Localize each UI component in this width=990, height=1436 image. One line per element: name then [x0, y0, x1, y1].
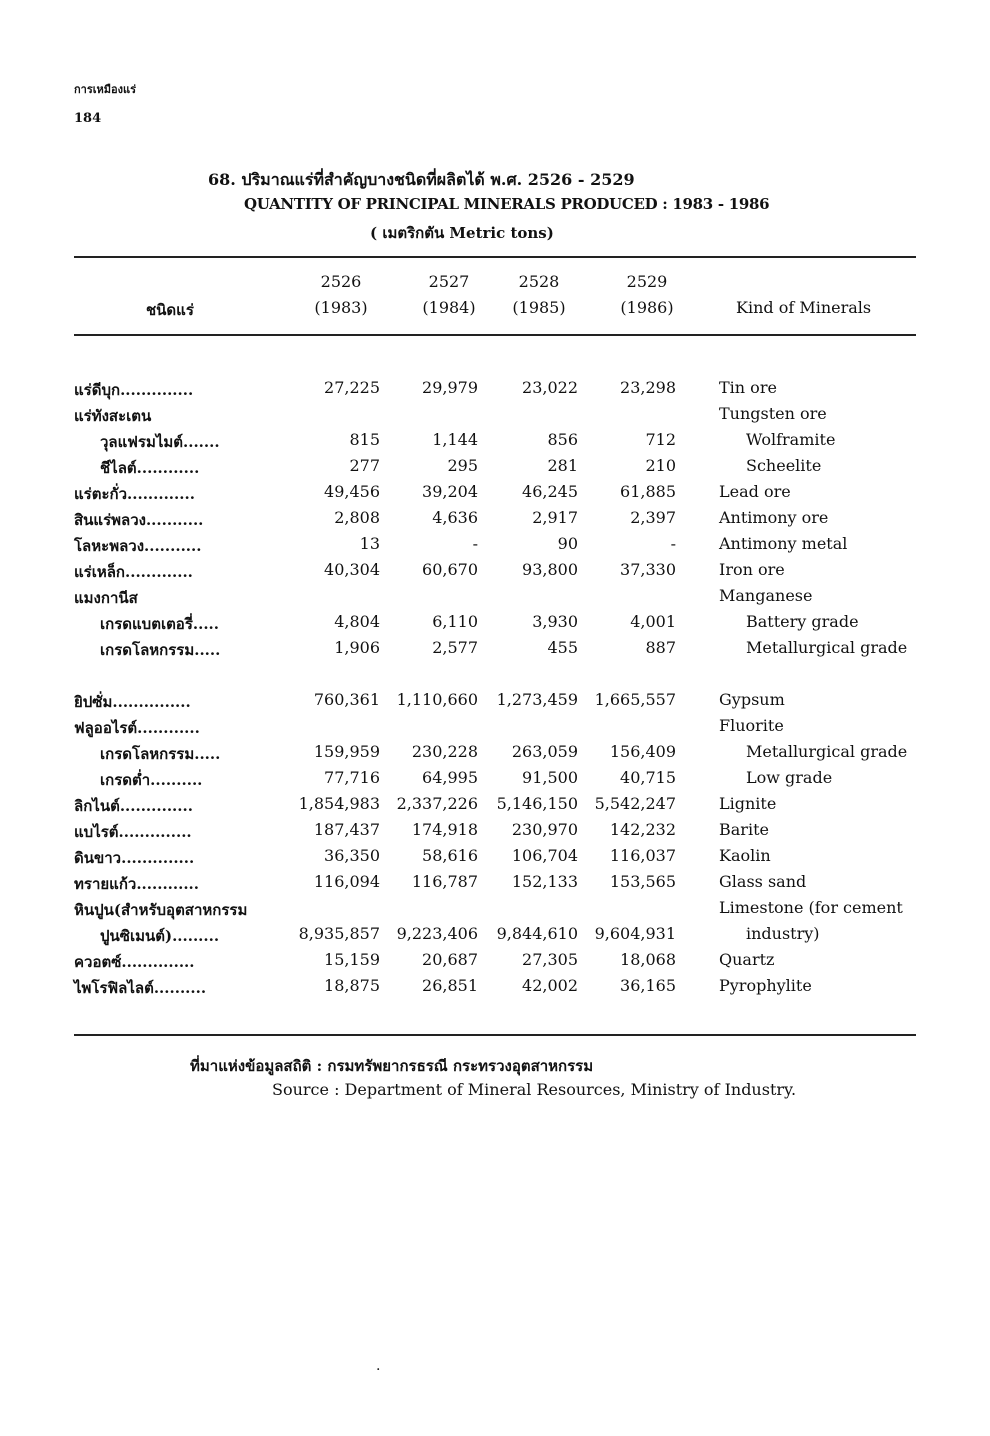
- cell-value-2: 1,110,660: [396, 690, 478, 709]
- table-row: [0, 690, 990, 716]
- row-label-english: Glass sand: [719, 872, 807, 891]
- cell-value-4: 153,565: [609, 872, 676, 891]
- cell-value-1: 277: [349, 456, 380, 475]
- cell-value-3: 1,273,459: [496, 690, 578, 709]
- table-row: [0, 508, 990, 534]
- header-year-be-4: 2529: [626, 272, 668, 291]
- table-row: [0, 612, 990, 638]
- row-label-english: Wolframite: [746, 430, 836, 449]
- cell-value-2: 60,670: [422, 560, 478, 579]
- cell-value-3: 5,146,150: [496, 794, 578, 813]
- table-row: [0, 560, 990, 586]
- cell-value-1: 49,456: [324, 482, 380, 501]
- cell-value-4: 61,885: [620, 482, 676, 501]
- cell-value-1: 8,935,857: [298, 924, 380, 943]
- cell-value-2: 39,204: [422, 482, 478, 501]
- cell-value-4: 887: [645, 638, 676, 657]
- cell-value-3: 2,917: [532, 508, 578, 527]
- cell-value-3: 263,059: [511, 742, 578, 761]
- row-label-thai: แร่ตะกั่ว.............: [74, 485, 195, 503]
- row-label-english: Tungsten ore: [719, 404, 827, 423]
- row-label-thai: แร่เหล็ก.............: [74, 563, 193, 581]
- cell-value-2: 29,979: [422, 378, 478, 397]
- table-row: [0, 950, 990, 976]
- cell-value-1: 2,808: [334, 508, 380, 527]
- header-year-be-1: 2526: [320, 272, 362, 291]
- cell-value-1: 1,906: [334, 638, 380, 657]
- cell-value-2: 9,223,406: [396, 924, 478, 943]
- cell-value-2: 58,616: [422, 846, 478, 865]
- table-row: [0, 794, 990, 820]
- row-label-thai: สินแร่พลวง...........: [74, 511, 204, 529]
- table-row: [0, 768, 990, 794]
- cell-value-4: 142,232: [609, 820, 676, 839]
- table-title-english: QUANTITY OF PRINCIPAL MINERALS PRODUCED : 1983 - 1986: [244, 195, 770, 213]
- cell-value-3: 856: [547, 430, 578, 449]
- cell-value-2: 1,144: [432, 430, 478, 449]
- row-label-english: Metallurgical grade: [746, 638, 908, 657]
- cell-value-2: 4,636: [432, 508, 478, 527]
- cell-value-1: 4,804: [334, 612, 380, 631]
- cell-value-4: 712: [645, 430, 676, 449]
- source-english: Source : Department of Mineral Resources, Ministry of Industry.: [272, 1080, 797, 1099]
- cell-value-3: 90: [557, 534, 578, 553]
- cell-value-3: 42,002: [522, 976, 578, 995]
- row-label-english: Pyrophylite: [719, 976, 812, 995]
- row-label-english: Gypsum: [719, 690, 785, 709]
- cell-value-2: 174,918: [411, 820, 478, 839]
- row-label-english: Scheelite: [746, 456, 822, 475]
- row-label-thai: ลิกไนต์..............: [74, 797, 193, 815]
- row-label-thai: ยิปซั่ม...............: [74, 693, 191, 711]
- row-label-english: Limestone (for cement: [719, 898, 903, 917]
- cell-value-1: 40,304: [324, 560, 380, 579]
- cell-value-1: 815: [349, 430, 380, 449]
- table-row: [0, 534, 990, 560]
- cell-value-4: 36,165: [620, 976, 676, 995]
- cell-value-1: 15,159: [324, 950, 380, 969]
- section-name: การเหมืองแร่: [74, 83, 136, 96]
- cell-value-2: 2,577: [432, 638, 478, 657]
- cell-value-1: 116,094: [313, 872, 380, 891]
- row-label-english: Barite: [719, 820, 769, 839]
- row-label-thai: ทรายแก้ว............: [74, 875, 199, 893]
- table-row: [0, 378, 990, 404]
- cell-value-4: -: [670, 534, 676, 553]
- table-row: [0, 586, 990, 612]
- row-label-english: Lead ore: [719, 482, 791, 501]
- cell-value-2: 26,851: [422, 976, 478, 995]
- row-label-english: industry): [746, 924, 820, 943]
- table-row: [0, 976, 990, 1002]
- row-label-english: Kaolin: [719, 846, 771, 865]
- cell-value-4: 2,397: [630, 508, 676, 527]
- cell-value-3: 106,704: [511, 846, 578, 865]
- cell-value-3: 46,245: [522, 482, 578, 501]
- table-row: [0, 742, 990, 768]
- table-row: [0, 846, 990, 872]
- row-label-english: Fluorite: [719, 716, 784, 735]
- cell-value-2: 64,995: [422, 768, 478, 787]
- row-label-english: Iron ore: [719, 560, 785, 579]
- cell-value-3: 3,930: [532, 612, 578, 631]
- footer-mark: .: [376, 1358, 381, 1374]
- row-label-thai: ดินขาว..............: [74, 849, 195, 867]
- cell-value-4: 1,665,557: [594, 690, 676, 709]
- cell-value-4: 9,604,931: [594, 924, 676, 943]
- table-row: [0, 638, 990, 664]
- row-label-thai: แมงกานีส: [74, 589, 138, 607]
- cell-value-1: 159,959: [313, 742, 380, 761]
- cell-value-4: 210: [645, 456, 676, 475]
- cell-value-4: 37,330: [620, 560, 676, 579]
- cell-value-1: 36,350: [324, 846, 380, 865]
- table-row: [0, 716, 990, 742]
- table-row: [0, 872, 990, 898]
- row-label-thai: ชีไลต์............: [100, 459, 200, 477]
- cell-value-4: 40,715: [620, 768, 676, 787]
- cell-value-4: 23,298: [620, 378, 676, 397]
- cell-value-2: 116,787: [411, 872, 478, 891]
- row-label-english: Lignite: [719, 794, 777, 813]
- cell-value-2: 2,337,226: [396, 794, 478, 813]
- row-label-thai: ปูนซิเมนต์).........: [100, 927, 220, 945]
- cell-value-1: 27,225: [324, 378, 380, 397]
- row-label-thai: แร่ดีบุก..............: [74, 381, 194, 399]
- cell-value-2: 20,687: [422, 950, 478, 969]
- header-kind-thai: ชนิดแร่: [146, 301, 194, 319]
- row-label-english: Quartz: [719, 950, 775, 969]
- header-year-be-3: 2528: [518, 272, 560, 291]
- row-label-thai: หินปูน(สำหรับอุตสาหกรรม: [74, 901, 248, 919]
- row-label-english: Antimony ore: [719, 508, 829, 527]
- row-label-thai: เกรดต่ำ..........: [100, 771, 203, 789]
- cell-value-1: 187,437: [313, 820, 380, 839]
- row-label-thai: วุลแฟรมไมต์.......: [100, 433, 220, 451]
- table-row: [0, 404, 990, 430]
- cell-value-3: 93,800: [522, 560, 578, 579]
- row-label-thai: แบไรต์..............: [74, 823, 192, 841]
- header-year-ce-4: (1986): [620, 298, 674, 317]
- cell-value-3: 455: [547, 638, 578, 657]
- cell-value-3: 152,133: [511, 872, 578, 891]
- cell-value-2: 230,228: [411, 742, 478, 761]
- cell-value-3: 27,305: [522, 950, 578, 969]
- row-label-english: Tin ore: [719, 378, 777, 397]
- source-thai: ที่มาแห่งข้อมูลสถิติ : กรมทรัพยากรธรณี กระทรวงอุตสาหกรรม: [190, 1057, 594, 1075]
- row-label-english: Antimony metal: [719, 534, 848, 553]
- header-year-ce-1: (1983): [314, 298, 368, 317]
- cell-value-1: 77,716: [324, 768, 380, 787]
- row-label-thai: เกรดแบตเตอรี่.....: [100, 615, 219, 633]
- table-title-thai: 68. ปริมาณแร่ที่สำคัญบางชนิดที่ผลิตได้ พ.ศ. 2526 - 2529: [208, 170, 635, 189]
- table-row: [0, 456, 990, 482]
- cell-value-3: 91,500: [522, 768, 578, 787]
- row-label-thai: เกรดโลหกรรม.....: [100, 745, 221, 763]
- header-year-ce-3: (1985): [512, 298, 566, 317]
- header-kind-english: Kind of Minerals: [736, 298, 872, 317]
- table-row: [0, 898, 990, 924]
- cell-value-2: 295: [447, 456, 478, 475]
- table-header-rule: [74, 334, 916, 336]
- cell-value-3: 9,844,610: [496, 924, 578, 943]
- cell-value-1: 13: [359, 534, 380, 553]
- cell-value-4: 4,001: [630, 612, 676, 631]
- table-top-rule: [74, 256, 916, 258]
- header-year-be-2: 2527: [428, 272, 470, 291]
- row-label-thai: ฟลูออไรต์............: [74, 719, 200, 737]
- cell-value-3: 23,022: [522, 378, 578, 397]
- cell-value-1: 18,875: [324, 976, 380, 995]
- row-label-thai: โลหะพลวง...........: [74, 537, 202, 555]
- cell-value-4: 18,068: [620, 950, 676, 969]
- cell-value-3: 230,970: [511, 820, 578, 839]
- cell-value-4: 156,409: [609, 742, 676, 761]
- cell-value-4: 5,542,247: [594, 794, 676, 813]
- table-row: [0, 482, 990, 508]
- row-label-thai: ควอตซ์..............: [74, 953, 195, 971]
- row-label-english: Manganese: [719, 586, 813, 605]
- table-row: [0, 924, 990, 950]
- page-number: 184: [74, 111, 102, 126]
- cell-value-2: 6,110: [432, 612, 478, 631]
- row-label-thai: เกรดโลหกรรม.....: [100, 641, 221, 659]
- table-bottom-rule: [74, 1034, 916, 1036]
- table-row: [0, 430, 990, 456]
- cell-value-1: 760,361: [313, 690, 380, 709]
- row-label-english: Low grade: [746, 768, 833, 787]
- row-label-thai: แร่ทังสะเตน: [74, 407, 152, 425]
- cell-value-2: -: [472, 534, 478, 553]
- row-label-english: Battery grade: [746, 612, 859, 631]
- table-unit: ( เมตริกตัน Metric tons): [370, 224, 554, 242]
- cell-value-4: 116,037: [609, 846, 676, 865]
- header-year-ce-2: (1984): [422, 298, 476, 317]
- cell-value-3: 281: [547, 456, 578, 475]
- row-label-thai: ไพโรฟิลไลต์..........: [74, 979, 207, 997]
- row-label-english: Metallurgical grade: [746, 742, 908, 761]
- table-row: [0, 820, 990, 846]
- cell-value-1: 1,854,983: [298, 794, 380, 813]
